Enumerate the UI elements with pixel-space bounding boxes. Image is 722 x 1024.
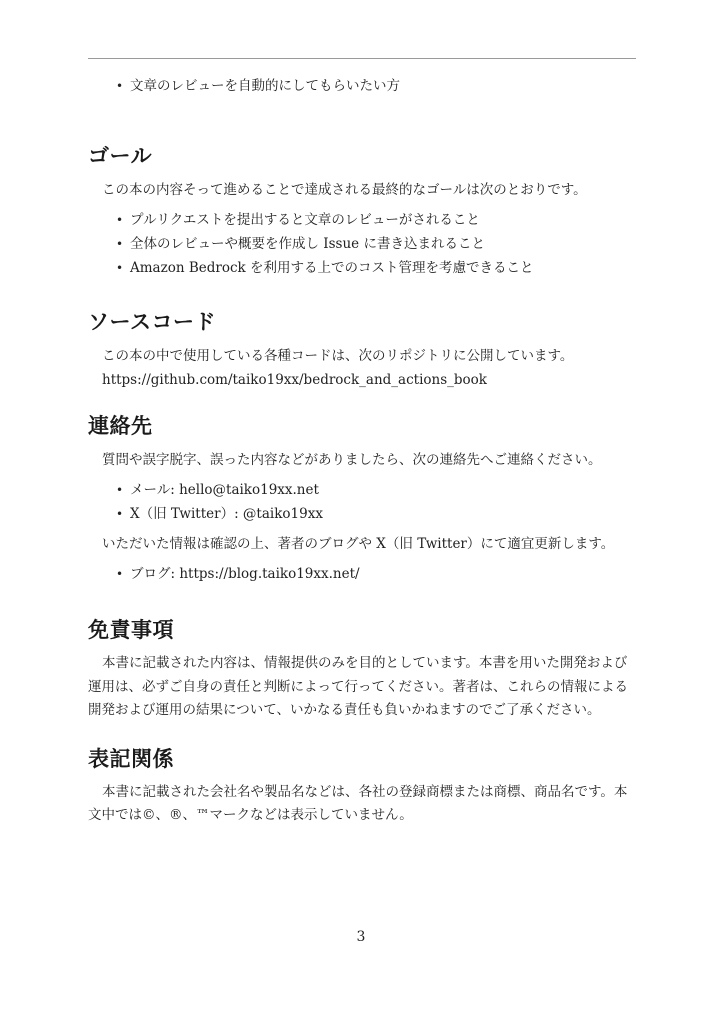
list-item: • Amazon Bedrock を利用する上でのコスト管理を考慮できること bbox=[88, 256, 640, 280]
bullet-icon: • bbox=[116, 507, 124, 521]
bullet-icon: • bbox=[116, 261, 124, 275]
bullet-icon: • bbox=[116, 237, 124, 251]
page-number: 3 bbox=[356, 929, 366, 945]
contact-text: 質問や誤字脱字、誤った内容などがありましたら、次の連絡先へご連絡ください。 bbox=[102, 452, 602, 468]
heading-notation: 表記関係 bbox=[88, 746, 174, 771]
page-content bbox=[88, 74, 640, 834]
bullet-icon: • bbox=[116, 213, 124, 227]
list-item-x[interactable]: • X（旧 Twitter）: @taiko19xx bbox=[88, 502, 640, 526]
source-url-link[interactable]: https://github.com/taiko19xx/bedrock_and_actions_book bbox=[102, 372, 487, 388]
heading-goal: ゴール bbox=[88, 144, 153, 168]
disclaimer-text: 本書に記載された内容は、情報提供のみを目的としています。本書を用いた開発および運用は、必ずご自身の責任と判断によって行ってください。著者は、これらの情報による開発および運用の結果について、いかなる責任も負いかねますのでご了承ください。 bbox=[88, 655, 628, 718]
list-item-email[interactable]: • メール: hello@taiko19xx.net bbox=[88, 478, 640, 502]
blog-list bbox=[88, 562, 640, 586]
contact-text-2: いただいた情報は確認の上、著者のブログや X（旧 Twitter）にて適宜更新します。 bbox=[102, 536, 615, 552]
source-text: この本の中で使用している各種コードは、次のリポジトリに公開しています。 bbox=[102, 348, 574, 364]
heading-disclaimer: 免責事項 bbox=[88, 618, 174, 642]
list-item: • 文章のレビューを自動的にしてもらいたい方 bbox=[88, 74, 640, 98]
contact-list bbox=[88, 478, 640, 526]
list-item: • プルリクエストを提出すると文章のレビューがされること bbox=[88, 208, 640, 232]
heading-source-code: ソースコード bbox=[88, 310, 216, 334]
bullet-icon: • bbox=[116, 567, 124, 581]
goal-list bbox=[88, 208, 640, 280]
bullet-icon: • bbox=[116, 79, 124, 93]
bullet-icon: • bbox=[116, 483, 124, 497]
intro-list bbox=[88, 74, 640, 98]
list-item: • 全体のレビューや概要を作成し Issue に書き込まれること bbox=[88, 232, 640, 256]
goal-text: この本の内容そって進めることで達成される最終的なゴールは次のとおりです。 bbox=[102, 182, 587, 198]
top-rule bbox=[88, 58, 636, 59]
heading-contact: 連絡先 bbox=[88, 414, 153, 438]
notation-text: 本書に記載された会社名や製品名などは、各社の登録商標または商標、商品名です。本文中では©、®、™マークなどは表示していません。 bbox=[88, 783, 628, 823]
list-item-blog[interactable]: • ブログ: https://blog.taiko19xx.net/ bbox=[88, 562, 640, 586]
